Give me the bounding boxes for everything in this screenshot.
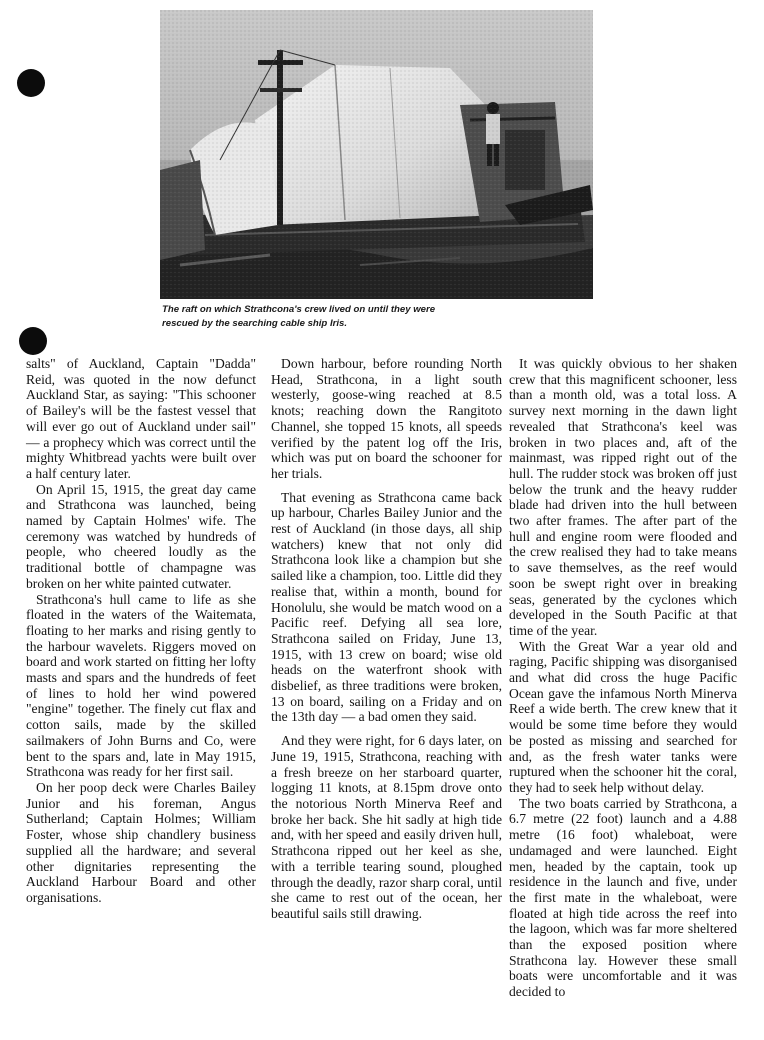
photo-caption (162, 303, 522, 331)
raft-photo-image (160, 10, 593, 299)
punch-hole-top (17, 69, 45, 97)
caption-line-1: The raft on which Strathcona's crew lived on until they were (162, 304, 436, 315)
col2-paragraph-3: And they were right, for 6 days later, on June 19, 1915, Strathcona, reaching with a fresh breeze on her starboard quarter, logging 11 knots, at 8.15pm drove onto the notorious North Minerva Reef and broke her back. She hit sadly at high tide and, with her speed and easily driven hull, Strathcona ripped out her keel as she, with a terrible tearing sound, ploughed through the deadly, razor sharp coral, until she came to rest out of the ocean, her beautiful sails still drawing. (271, 733, 502, 921)
col1-paragraph-4: On her poop deck were Charles Bailey Junior and his foreman, Angus Sutherland; Captain Holmes; William Foster, whose ship chandlery business supplied all the hardware; and several other dignitaries representing the Auckland Harbour Board and other organisations. (26, 779, 256, 905)
col1-paragraph-2: On April 15, 1915, the great day came and Strathcona was launched, being named by Captain Holmes' wife. The ceremony was watched by hundreds of people, who cheered loudly as the traditional bottle of champagne was broken on her white painted cutwater. (26, 481, 256, 591)
article-column-3 (509, 356, 737, 1000)
article-column-2 (271, 356, 502, 922)
col3-paragraph-1: It was quickly obvious to her shaken crew that this magnificent schooner, less than a month old, was a total loss. A survey next morning in the dawn light revealed that Strathcona's keel was broken in two places and, aft of the mainmast, was ripped right out of the hull. The rudder stock was broken off just below the trunk and the heavy rudder blade had driven into the hull between two after frames. The after part of the hull and engine room were flooded and the crew realised they had to take means to save themselves, as the reef would soon be swept right over in breaking seas, generated by the cyclones which developed in the South Pacific at that time of the year. (509, 356, 737, 638)
article-column-1 (26, 356, 256, 906)
col1-paragraph-3: Strathcona's hull came to life as she floated in the waters of the Waitemata, floating to her marks and rising gently to the harbour wavelets. Riggers moved on board and work started on fitting her lofty masts and spars and the hundreds of feet of lines to hold her wind powered "engine" together. The finely cut flax and cotton sails, made by the skilled sailmakers of John Burns and Co, were bent to the spars and, late in May 1915, Strathcona was ready for her first sail. (26, 591, 256, 780)
col3-paragraph-3: The two boats carried by Strathcona, a 6.7 metre (22 foot) launch and a 4.88 metre (16 foot) whaleboat, were undamaged and were launched. Eight men, headed by the captain, took up residence in the launch and five, under the first mate in the whaleboat, were floated at high tide across the reef into the lagoon, which was far more sheltered than the exposed position where Strathcona lay. However these small boats were uncomfortable and it was decided to (509, 795, 737, 1000)
punch-hole-middle (19, 327, 47, 355)
col2-paragraph-2: That evening as Strathcona came back up harbour, Charles Bailey Junior and the rest of Auckland (in those days, all ship watchers) knew that not only did Strathcona look like a champion but she sailed like a champion, too. Little did they realise that, within a month, bound for Honolulu, she would be match wood on a Pacific reef. Defying all sea lore, Strathcona sailed on Friday, June 13, 1915, with 13 crew on board; wise old heads on the waterfront shook with disbelief, as three traditions were broken, 13 on board, sailing on a Friday and on the 13th day — a bad omen they said. (271, 489, 502, 725)
raft-photograph (160, 10, 593, 299)
caption-line-2: rescued by the searching cable ship Iris. (162, 318, 348, 329)
col1-paragraph-1: salts" of Auckland, Captain "Dadda" Reid, was quoted in the now defunct Auckland Star, as saying: "This schooner of Bailey's will be the fastest vessel that will ever go out of Auckland under sail" — a prophecy which was correct until the mighty Whitbread yachts were built over a half century later. (26, 356, 256, 481)
col2-paragraph-1: Down harbour, before rounding North Head, Strathcona, in a light south westerly, goose-wing reached at 8.5 knots; reaching down the Rangitoto Channel, she topped 15 knots, all speeds verified by the patent log off the Iris, which was put on board the schooner for her trials. (271, 356, 502, 481)
col3-paragraph-2: With the Great War a year old and raging, Pacific shipping was disorganised and what did cross the huge Pacific Ocean gave the infamous North Minerva Reef a wide berth. The crew knew that it would be some time before they would be posted as missing and searched for and, as the fresh water tanks were ruptured when the schooner hit the coral, they had to seek help without delay. (509, 638, 737, 795)
